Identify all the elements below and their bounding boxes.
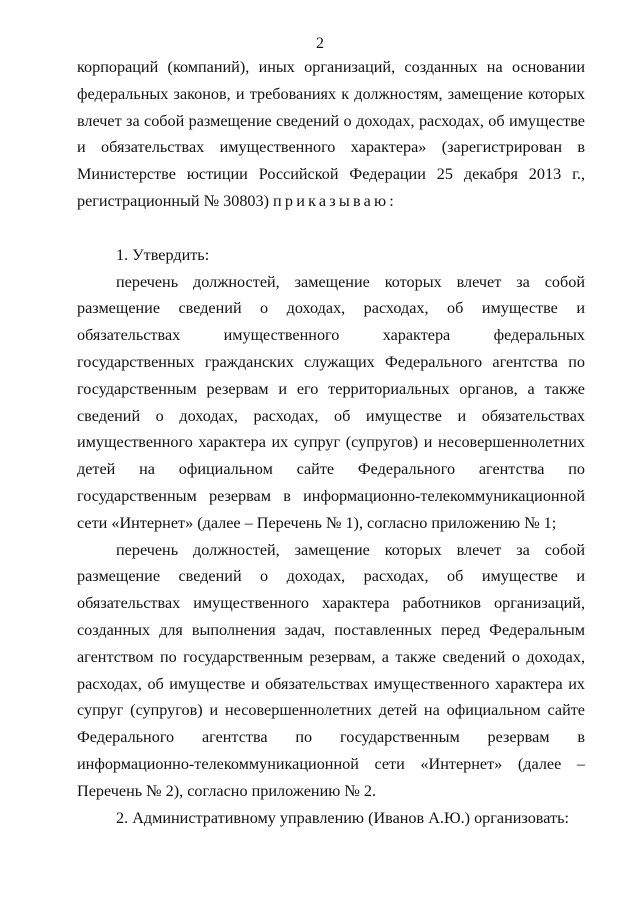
intro-text: корпораций (компаний), иных организаций, созданных на основании федеральных законов, и требованиях к должностям, замещение которых влечет за собой размещение сведений о доходах, расходах, об имуществе и обязательствах имущественного характера» (зарегистрирован в Министерстве юстиции Российской Федерации 25 декабря 2013 г., регистрационный № 30803) — [77, 58, 585, 210]
paragraph-gap — [77, 215, 585, 242]
order-word: приказываю — [273, 191, 390, 210]
document-body — [77, 54, 585, 831]
item-2-paragraph: 2. Административному управлению (Иванов А.Ю.) организовать: — [116, 808, 569, 827]
intro-paragraph — [77, 54, 585, 215]
item-1-heading: 1. Утвердить: — [116, 245, 210, 264]
page-number: 2 — [316, 35, 324, 52]
list-2-paragraph: перечень должностей, замещение которых влечет за собой размещение сведений о доходах, расходах, об имуществе и обязательствах имущественного характера работников организаций, созданных для выполнения задач, поставленных перед Федеральным агентством по государственным резервам, а также сведений о доходах, расходах, об имуществе и обязательствах имущественного характера их супруг (супругов) и несовершеннолетних детей на официальном сайте Федерального агентства по государственным резервам в информационно-телекоммуникационной сети «Интернет» (далее – Перечень № 2), согласно приложению № 2. — [77, 540, 585, 800]
list-1-paragraph: перечень должностей, замещение которых влечет за собой размещение сведений о доходах, расходах, об имуществе и обязательствах имущественного характера федеральных государственных гражданских служащих Федерального агентства по государственным резервам и его территориальных органов, а также сведений о доходах, расходах, об имуществе и обязательствах имущественного характера их супруг (супругов) и несовершеннолетних детей на официальном сайте Федерального агентства по государственным резервам в информационно-телекоммуникационной сети «Интернет» (далее – Перечень № 1), согласно приложению № 1; — [77, 272, 585, 532]
order-word-colon: : — [389, 191, 394, 210]
